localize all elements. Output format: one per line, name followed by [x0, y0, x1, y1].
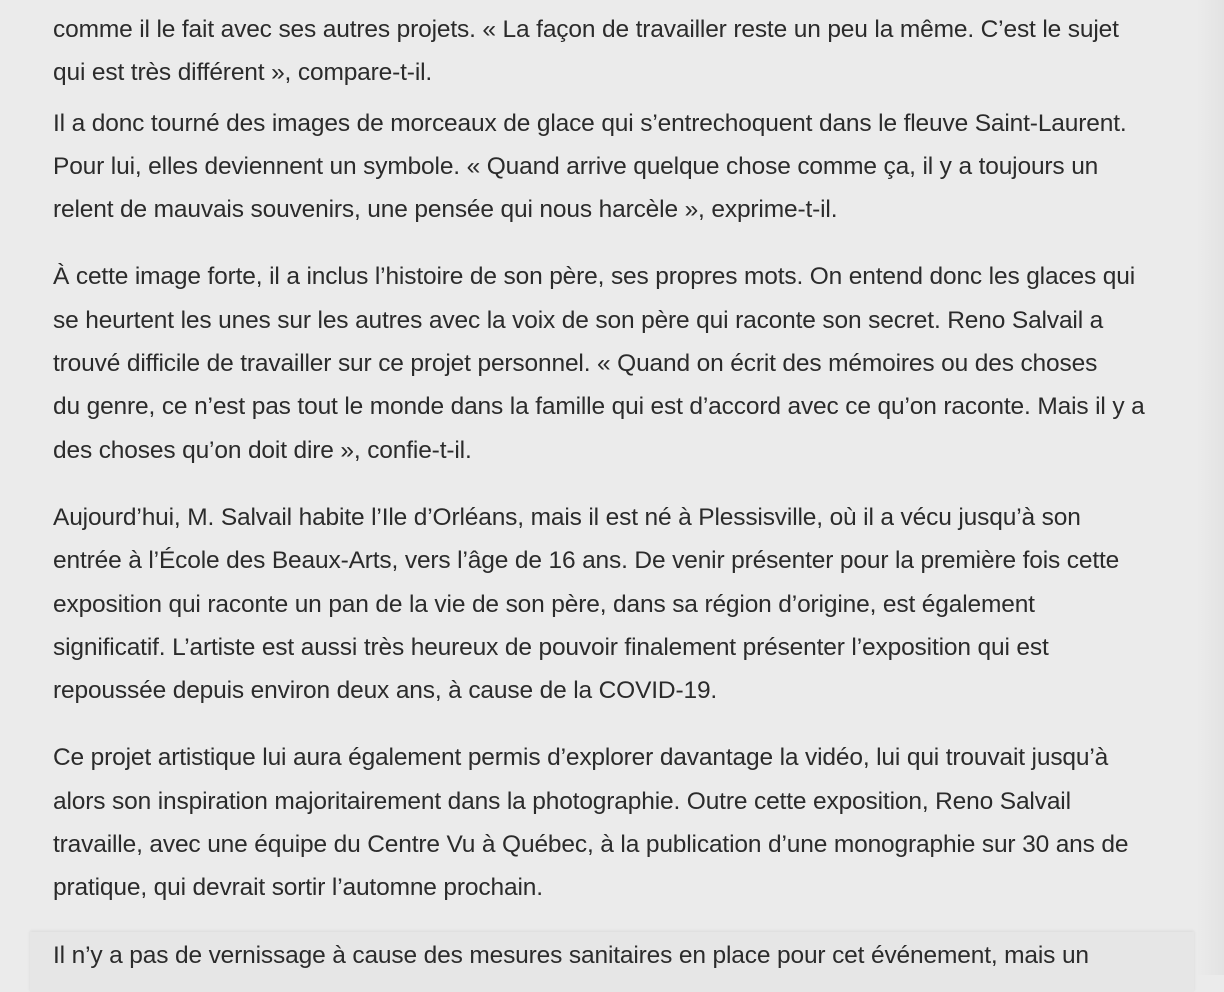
paragraph-3-line-1: À cette image forte, il a inclus l’histoire de son père, ses propres mots. On entend donc les glaces qui [53, 263, 1136, 291]
paragraph-2-line-3: relent de mauvais souvenirs, une pensée qui nous harcèle », exprime-t-il. [53, 196, 838, 224]
paragraph-5-line-2: alors son inspiration majoritairement dans la photographie. Outre cette exposition, Reno Salvail [53, 787, 1071, 815]
paragraph-5-line-1: Ce projet artistique lui aura également permis d’explorer davantage la vidéo, lui qui trouvait jusqu’à [53, 744, 1109, 772]
paragraph-6-container [30, 932, 1194, 992]
paragraph-4-line-3: exposition qui raconte un pan de la vie de son père, dans sa région d’origine, est également [53, 590, 1035, 618]
paragraph-3-line-5: des choses qu’on doit dire », confie-t-il. [53, 436, 472, 464]
paragraph-1-line-1: comme il le fait avec ses autres projets. « La façon de travailler reste un peu la même. C’est le sujet [53, 16, 1119, 43]
paragraph-2-line-1: Il a donc tourné des images de morceaux de glace qui s’entrechoquent dans le fleuve Saint-Laurent. [53, 109, 1127, 137]
paragraph-4-line-2: entrée à l’École des Beaux-Arts, vers l’âge de 16 ans. De venir présenter pour la première fois cette [53, 547, 1120, 575]
paragraph-6-line-1: Il n’y a pas de vernissage à cause des mesures sanitaires en place pour cet événement, mais un [53, 942, 1089, 969]
paragraph-3 [53, 255, 1193, 471]
paragraph-4-line-1: Aujourd’hui, M. Salvail habite l’Ile d’Orléans, mais il est né à Plessisville, où il a vécu jusqu’à son [53, 503, 1081, 531]
paragraph-2-line-2: Pour lui, elles deviennent un symbole. « Quand arrive quelque chose comme ça, il y a toujours un [53, 152, 1099, 180]
paragraph-4-line-4: significatif. L’artiste est aussi très heureux de pouvoir finalement présenter l’exposition qui est [53, 633, 1049, 661]
paragraph-6 [53, 934, 1193, 977]
paragraph-3-line-3: trouvé difficile de travailler sur ce projet personnel. « Quand on écrit des mémoires ou des choses [53, 350, 1098, 378]
paragraph-5-line-3: travaille, avec une équipe du Centre Vu à Québec, à la publication d’une monographie sur 30 ans de [53, 831, 1129, 859]
paragraph-1 [53, 8, 1193, 95]
paragraph-3-line-2: se heurtent les unes sur les autres avec la voix de son père qui raconte son secret. Reno Salvail a [53, 306, 1104, 334]
paragraph-5 [53, 736, 1193, 909]
article-body [53, 8, 1193, 934]
page-edge-shadow [1196, 0, 1224, 975]
paragraph-2 [53, 102, 1193, 232]
paragraph-5-line-4: pratique, qui devrait sortir l’automne prochain. [53, 874, 543, 902]
paragraph-4-line-5: repoussée depuis environ deux ans, à cause de la COVID-19. [53, 677, 718, 705]
paragraph-1-line-2: qui est très différent », compare-t-il. [53, 59, 433, 87]
paragraph-4 [53, 496, 1193, 712]
paragraph-3-line-4: du genre, ce n’est pas tout le monde dans la famille qui est d’accord avec ce qu’on raconte. Mais il y a [53, 393, 1145, 421]
